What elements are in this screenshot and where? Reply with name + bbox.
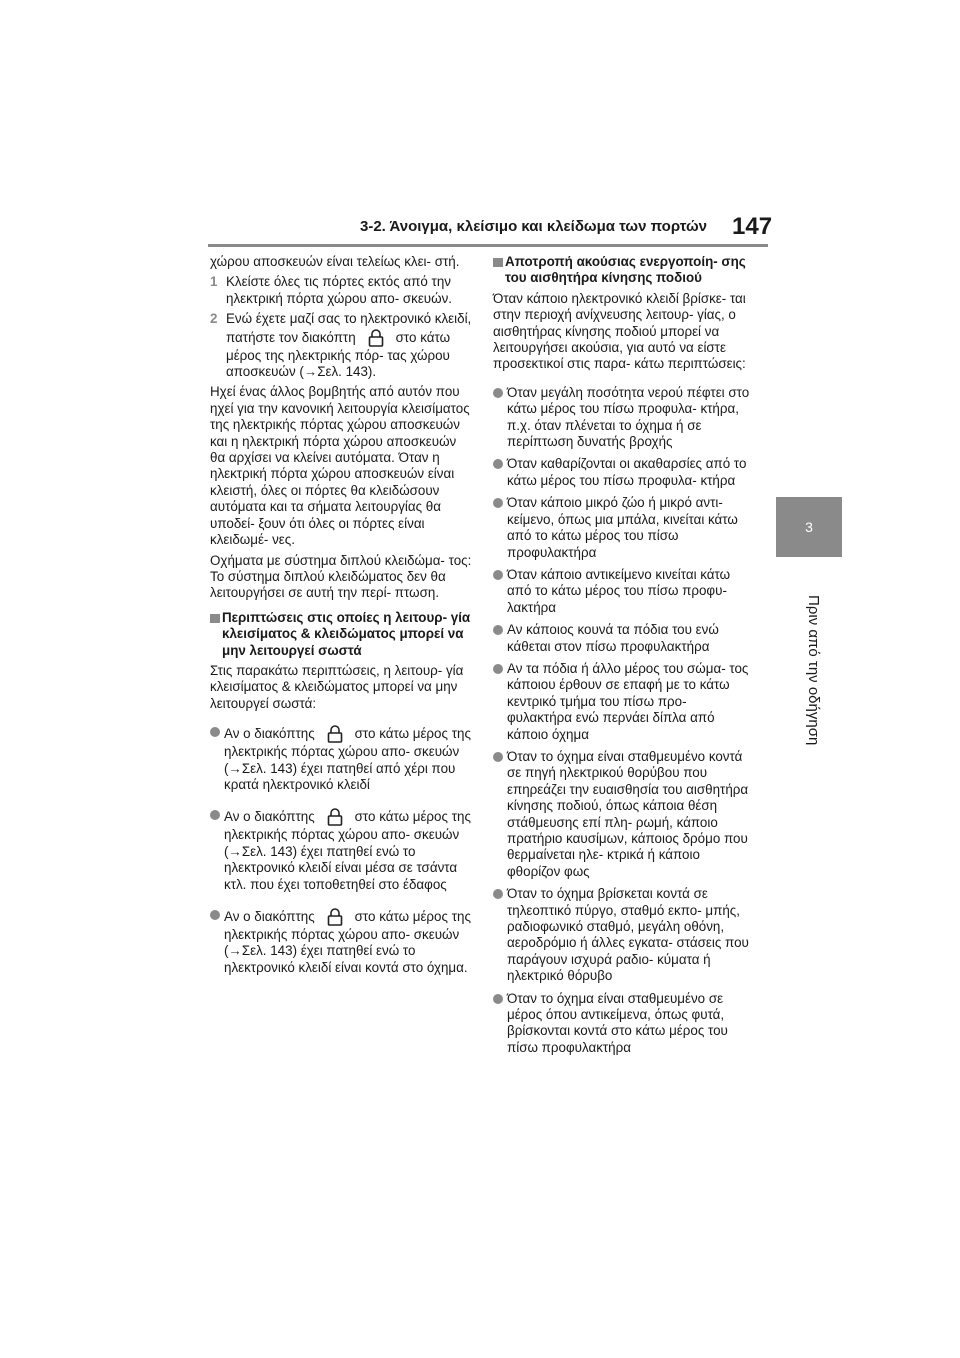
bullet-text: Αν ο διακόπτης bbox=[224, 909, 315, 924]
bullet-dot-icon bbox=[493, 664, 503, 674]
step-text: Ενώ έχετε μαζί σας το ηλεκτρονικό κλειδί, πατήστε τον διακόπτη bbox=[226, 311, 472, 345]
bullet-dot-icon bbox=[493, 388, 503, 398]
list-item bbox=[493, 495, 755, 561]
list-item bbox=[493, 991, 755, 1057]
chapter-tab[interactable] bbox=[776, 497, 842, 557]
list-item bbox=[493, 385, 755, 451]
bullet-dot-icon bbox=[210, 810, 220, 820]
bullet-text: Όταν κάποιο αντικείμενο κινείται κάτω από το κάτω μέρος του πίσω προφυ- λακτήρα bbox=[507, 566, 731, 615]
step-1 bbox=[210, 274, 472, 307]
header-divider bbox=[208, 244, 768, 247]
list-item bbox=[210, 724, 472, 793]
body-paragraph: Οχήματα με σύστημα διπλού κλειδώμα- τος: Το σύστημα διπλού κλειδώματος δεν θα λειτουργήσει σε αυτή την περί- πτωση. bbox=[210, 552, 472, 601]
heading-text: Αποτροπή ακούσιας ενεργοποίη- σης του αισθητήρα κίνησης ποδιού bbox=[505, 254, 746, 286]
step-2 bbox=[210, 311, 472, 380]
bullet-text: στο κάτω μέρος bbox=[354, 726, 448, 742]
list-item bbox=[493, 456, 755, 489]
list-item bbox=[210, 807, 472, 893]
body-paragraph: Στις παρακάτω περιπτώσεις, η λειτουρ- γία κλεισίματος & κλειδώματος μπορεί να μην λειτουργεί σωστά: bbox=[210, 662, 464, 711]
step-number: 1 bbox=[210, 274, 218, 290]
section-heading bbox=[493, 254, 755, 287]
list-item bbox=[493, 622, 755, 655]
bullet-text: Όταν κάποιο μικρό ζώο ή μικρό αντι- κείμενο, όπως μια μπάλα, κινείται κάτω από το κάτω μέρος του πίσω προφυλακτήρα bbox=[507, 495, 738, 560]
bullet-dot-icon bbox=[493, 889, 503, 899]
bullet-text: της ηλεκτρικής πόρτας χώρου απο- σκευών (→Σελ. 143) έχει πατηθεί ενώ το ηλεκτρονικό κλειδί είναι κοντά στο όχημα. bbox=[224, 909, 471, 975]
bullet-text: Αν ο διακόπτης bbox=[224, 809, 315, 825]
right-column bbox=[493, 254, 755, 1062]
heading-text: Περιπτώσεις στις οποίες η λειτουρ- γία κλεισίματος & κλειδώματος μπορεί να μην λειτουργεί σωστά bbox=[222, 609, 471, 658]
page-number: 147 bbox=[732, 213, 773, 240]
list-item bbox=[210, 907, 472, 976]
bullet-text: στο κάτω μέρος bbox=[354, 909, 448, 924]
chapter-number: 3 bbox=[805, 519, 813, 535]
bullet-text: στο κάτω μέρος bbox=[354, 809, 448, 825]
bullet-dot-icon bbox=[210, 727, 220, 737]
bullet-text: Όταν μεγάλη ποσότητα νερού πέφτει στο κάτω μέρος του πίσω προφυλα- κτήρα, π.χ. όταν πλένεται το όχημα ή σε περίπτωση δυνατής βροχής bbox=[507, 384, 750, 450]
list-item bbox=[493, 567, 755, 616]
section-heading bbox=[210, 610, 472, 659]
bullet-list bbox=[493, 385, 755, 1056]
chapter-label: Πριν από την οδήγηση bbox=[805, 595, 822, 746]
bullet-text: Όταν το όχημα είναι σταθμευμένο κοντά σε πηγή ηλεκτρικού θορύβου που επηρεάζει την ευαισθησία του αισθητήρα κίνησης ποδιού, όπως κάποια θέση στάθμευσης επί πλη- ρωμή, κάποιο πρατήριο καυσίμων, κάποιος δρόμο που θερμαίνεται ηλε- κτρικά ή κάποιο φθορίζον φως bbox=[507, 748, 749, 879]
left-column bbox=[210, 254, 472, 982]
step-text: Κλείστε όλες τις πόρτες εκτός από την ηλεκτρική πόρτα χώρου απο- σκευών. bbox=[226, 274, 452, 306]
bullet-dot-icon bbox=[493, 570, 503, 580]
lock-icon bbox=[366, 328, 386, 348]
body-paragraph: Ηχεί ένας άλλος βομβητής από αυτόν που ηχεί για την κανονική λειτουργία κλεισίματος της ηλεκτρικής πόρτας χώρου αποσκευών και η ηλεκτρική πόρτα χώρου αποσκευών θα αρχίσει να κλείνει αυτόματα. Όταν η ηλεκτρική πόρτα χώρου αποσκευών είναι κλειστή, όλες οι πόρτες θα κλειδώσουν αυτόματα και τα σήματα λειτουργίας θα υποδεί- ξουν ότι όλες οι πόρτες είναι κλειδωμέ- νες. bbox=[210, 384, 470, 548]
bullet-text: Αν ο διακόπτης bbox=[224, 726, 315, 742]
bullet-dot-icon bbox=[493, 994, 503, 1004]
bullet-text: Όταν το όχημα βρίσκεται κοντά σε τηλεοπτικό πύργο, σταθμό εκπο- μπής, ραδιοφωνικό σταθμό, μεγάλη οθόνη, αεροδρόμιο ή άλλες εγκατα- στάσεις που παράγουν ισχυρά ραδιο- κύματα ή ηλεκτρικό θόρυβο bbox=[507, 886, 749, 984]
step-text-continued: στο κάτω μέρος της ηλεκτρικής πόρ- τας χώρου αποσκευών (→Σελ. 143). bbox=[226, 329, 451, 380]
lock-icon bbox=[325, 724, 345, 744]
intro-text: χώρου αποσκευών είναι τελείως κλει- στή. bbox=[210, 254, 460, 269]
lock-icon bbox=[325, 907, 345, 927]
bullet-dot-icon bbox=[210, 910, 220, 920]
step-number: 2 bbox=[210, 311, 218, 327]
square-bullet-icon bbox=[210, 614, 220, 623]
section-title: 3-2. Άνοιγμα, κλείσιμο και κλείδωμα των πορτών bbox=[360, 218, 707, 235]
bullet-text: της ηλεκτρικής πόρτας χώρου απο- σκευών (→Σελ. 143) έχει πατηθεί ενώ το ηλεκτρονικό κλειδί είναι μέσα σε τσάντα κτλ. που έχει τοποθετηθεί στο έδαφος bbox=[224, 809, 471, 892]
bullet-dot-icon bbox=[493, 625, 503, 635]
bullet-text: Όταν καθαρίζονται οι ακαθαρσίες από το κάτω μέρος του πίσω προφυλα- κτήρα bbox=[507, 456, 747, 488]
bullet-dot-icon bbox=[493, 752, 503, 762]
list-item bbox=[493, 886, 755, 984]
list-item bbox=[493, 749, 755, 880]
body-paragraph: Όταν κάποιο ηλεκτρονικό κλειδί βρίσκε- ται στην περιοχή ανίχνευσης λειτουρ- γίας, ο αισθητήρας κίνησης ποδιού μπορεί να λειτουργήσει ακούσια, για αυτό να είστε προσεκτικοί στις παρα- κάτω περιπτώσεις: bbox=[493, 290, 746, 372]
lock-icon bbox=[325, 807, 345, 827]
square-bullet-icon bbox=[493, 258, 503, 267]
list-item bbox=[493, 661, 755, 743]
bullet-text: Αν τα πόδια ή άλλο μέρος του σώμα- τος κάποιου έρθουν σε επαφή με το κάτω κεντρικό τμήμα του πίσω προ- φυλακτήρα ενώ περνάει δίπλα από κάποιο όχημα bbox=[507, 660, 749, 742]
bullet-text: της ηλεκτρικής πόρτας χώρου απο- σκευών (→Σελ. 143) έχει πατηθεί από χέρι που κρατά ηλεκτρονικό κλειδί bbox=[224, 726, 471, 792]
bullet-text: Όταν το όχημα είναι σταθμευμένο σε μέρος όπου αντικείμενα, όπως φυτά, βρίσκονται κοντά στο κάτω μέρος του πίσω προφυλακτήρα bbox=[507, 990, 728, 1055]
bullet-dot-icon bbox=[493, 498, 503, 508]
bullet-text: Αν κάποιος κουνά τα πόδια του ενώ κάθεται στον πίσω προφυλακτήρα bbox=[507, 622, 719, 654]
bullet-dot-icon bbox=[493, 459, 503, 469]
